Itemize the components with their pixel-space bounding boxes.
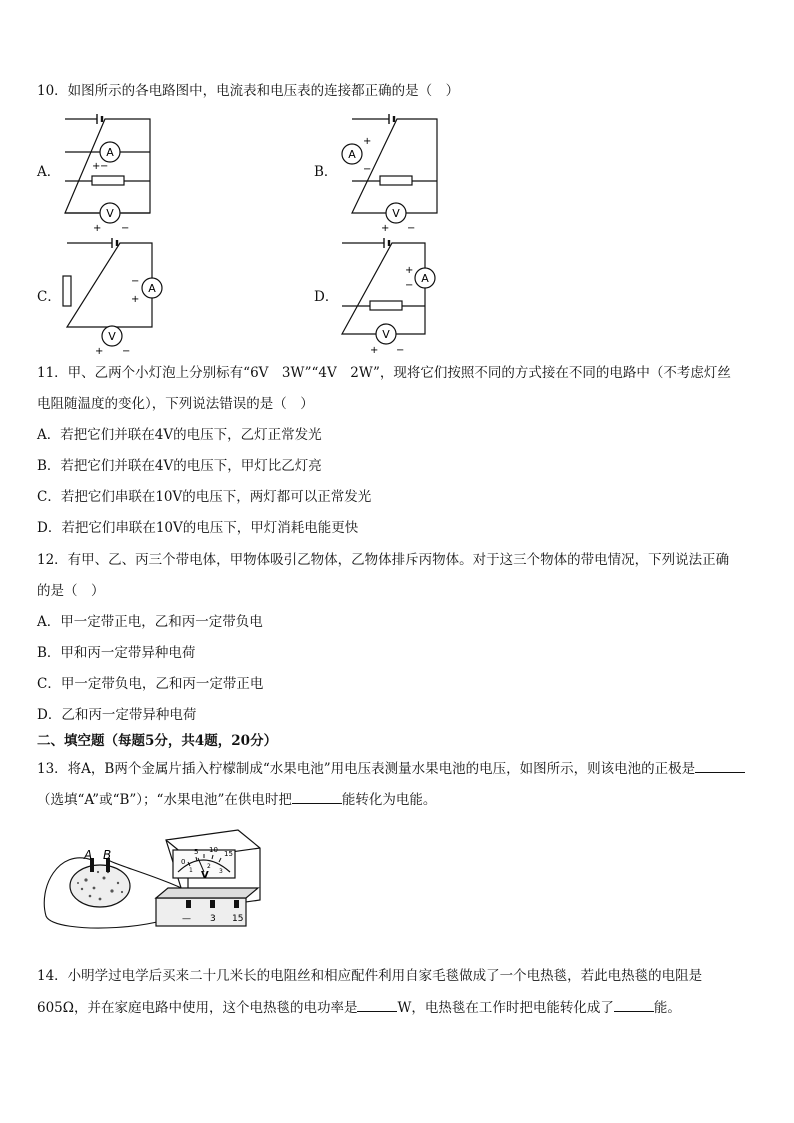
svg-text:V: V [108, 330, 116, 343]
q12-option-b: B．甲和丙一定带异种电荷 [37, 645, 196, 661]
svg-text:10: 10 [209, 846, 218, 854]
svg-text:A: A [148, 282, 156, 295]
q12-stem-line2: 的是（ ） [37, 583, 105, 599]
q13-line1-text: 13．将A，B两个金属片插入柠檬制成“水果电池”用电压表测量水果电池的电压，如图所示，则该电池的正极是 [37, 761, 696, 777]
q13-line2-text-b: 能转化为电能。 [341, 792, 437, 808]
q12-option-a: A．甲一定带正电，乙和丙一定带负电 [37, 614, 263, 630]
q12-option-d: D．乙和丙一定带异种电荷 [37, 707, 197, 723]
q13-line2 [37, 790, 436, 809]
q11-option-d: D．若把它们串联在10V的电压下，甲灯消耗电能更快 [37, 520, 359, 536]
q14-line2-text-b: W，电热毯在工作时把电能转化成了 [397, 1000, 614, 1016]
q14-line2-text-c: 能。 [653, 1000, 681, 1016]
svg-text:V: V [392, 207, 400, 220]
svg-text:−: − [405, 280, 414, 291]
q13-line2-text-a: （选填“A”或“B”）；“水果电池”在供电时把 [37, 792, 292, 808]
svg-text:5: 5 [194, 848, 199, 856]
q10-stem: 10．如图所示的各电路图中，电流表和电压表的连接都正确的是（ ） [37, 83, 460, 99]
q11-stem-line2: 电阻随温度的变化），下列说法错误的是（ ） [37, 396, 314, 412]
svg-text:V: V [106, 207, 114, 220]
q11-option-c: C．若把它们串联在10V的电压下，两灯都可以正常发光 [37, 489, 372, 505]
q10-circuit-a [60, 112, 160, 232]
q10-option-a-label: A． [37, 164, 61, 180]
svg-text:A: A [421, 272, 429, 285]
q11-option-a: A．若把它们并联在4V的电压下，乙灯正常发光 [37, 427, 322, 443]
svg-text:V: V [382, 328, 390, 341]
svg-text:−: − [396, 345, 405, 356]
answer-blank[interactable] [357, 998, 397, 1012]
q11-stem-line1: 11．甲、乙两个小灯泡上分别标有“6V 3W”“4V 2W”，现将它们按照不同的方式接在不同的电路中（不考虑灯丝 [37, 365, 731, 381]
svg-text:+: + [93, 223, 102, 234]
svg-text:0: 0 [181, 858, 186, 866]
q14-line2-text-a: 605Ω，并在家庭电路中使用，这个电热毯的电功率是 [37, 1000, 358, 1016]
q10-circuit-d [340, 236, 450, 358]
svg-text:3: 3 [210, 914, 216, 924]
svg-text:+: + [405, 265, 414, 276]
q11-option-b: B．若把它们并联在4V的电压下，甲灯比乙灯亮 [37, 458, 322, 474]
q10-circuit-b [346, 112, 446, 232]
q10-option-b-label: B． [314, 164, 338, 180]
svg-text:−: − [363, 164, 372, 175]
svg-text:+: + [381, 223, 390, 234]
svg-text:+: + [95, 346, 104, 357]
svg-text:−: − [131, 276, 140, 287]
answer-blank[interactable] [292, 790, 342, 804]
svg-text:1: 1 [189, 867, 193, 874]
q10-circuit-c [60, 236, 170, 356]
svg-text:B: B [103, 848, 112, 862]
svg-text:A: A [106, 146, 114, 159]
svg-text:−: − [100, 161, 109, 172]
svg-text:2: 2 [207, 863, 211, 870]
q10-option-c-label: C． [37, 289, 61, 305]
q14-line1: 14．小明学过电学后买来二十几米长的电阻丝和相应配件利用自家毛毯做成了一个电热毯，若此电热毯的电阻是 [37, 968, 703, 984]
answer-blank[interactable] [695, 759, 745, 773]
q14-line2 [37, 998, 681, 1017]
svg-text:15: 15 [224, 850, 233, 858]
svg-text:+: + [92, 161, 101, 172]
svg-text:−: − [407, 223, 416, 234]
svg-text:+: + [131, 294, 140, 305]
svg-text:−: − [122, 346, 131, 357]
q13-line1 [37, 759, 745, 778]
svg-text:+: + [363, 136, 372, 147]
q12-option-c: C．甲一定带负电，乙和丙一定带正电 [37, 676, 264, 692]
q10-option-d-label: D． [314, 289, 339, 305]
svg-text:15: 15 [232, 914, 244, 924]
svg-text:+: + [370, 345, 379, 356]
section-title: 二、填空题（每题5分，共4题，20分） [37, 733, 278, 749]
svg-text:3: 3 [219, 868, 223, 875]
svg-text:−: − [121, 223, 130, 234]
answer-blank[interactable] [614, 998, 654, 1012]
svg-text:—: — [182, 914, 191, 924]
lemon-icon [70, 865, 130, 907]
svg-text:A: A [84, 848, 93, 862]
svg-text:A: A [348, 148, 356, 161]
q12-stem-line1: 12．有甲、乙、丙三个带电体，甲物体吸引乙物体，乙物体排斥丙物体。对于这三个物体的带电情况，下列说法正确 [37, 552, 730, 568]
lemon-battery-diagram [38, 828, 278, 944]
svg-text:V: V [201, 870, 209, 881]
